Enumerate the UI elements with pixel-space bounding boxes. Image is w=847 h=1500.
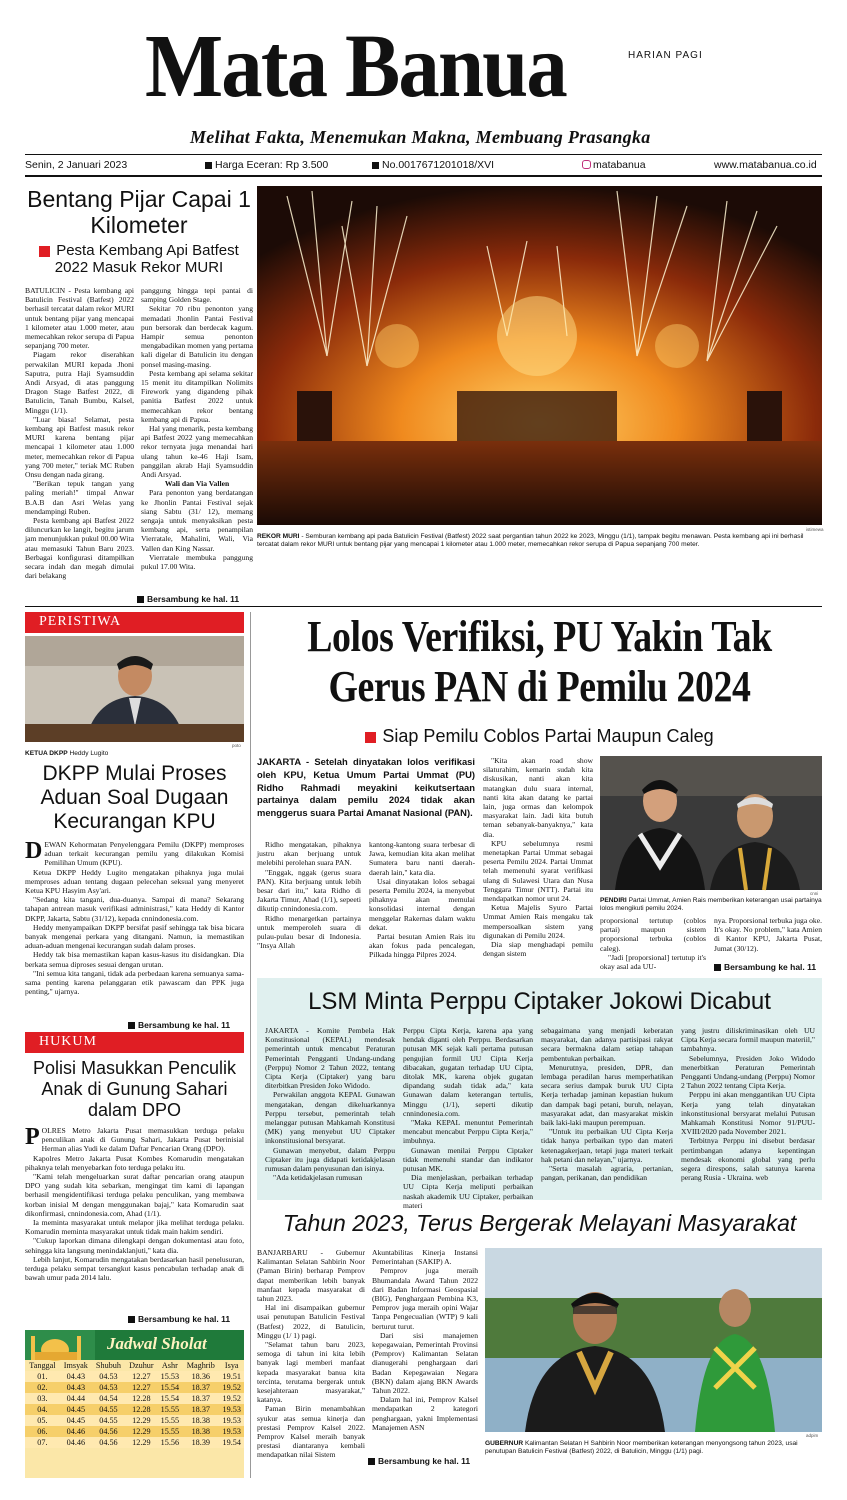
column-header: Dzuhur [129,1361,154,1370]
story2-column-3: "Kita akan road show silaturahim, kemarin sudah kita diskusikan, nanti akan kita matangkan dulu suara internal, nanti kita akan datang ke partai lain, juga ormas dan kelompok masyarakat lain. Jadi kita butuh teman sebanyak-banyaknya," kata dia. KPU sebelumnya resmi menetapkan Partai Ummat sebagai peserta Pemilu 2024. Partai Ummat telah memenuhi syarat verifikasi ulang di Sulawesi Utara dan Nusa Tenggara Timur (NTT). Partai itu mendapatkan nomor urut 24. Ketua Majelis Syuro Partai Ummat Amien Rais mengaku tak mempersoalkan sistem yang digunakan di Pemilu 2024. Dia siap menghadapi pemilu dengan sistem [483,756,593,959]
masthead-rule-top [25,154,822,155]
jadwal-header [25,1330,244,1360]
story1-headline: Bentang Pijar Capai 1 Kilometer [27,186,251,238]
story2-column-4: proporsional tertutup (coblos partai) maupun sistem proporsional terbuka (coblos caleg). "Jadi [proporsional] tertutup it's okay asal ada UU- [600,916,706,972]
website-link[interactable]: www.matabanua.co.id [714,159,817,171]
table-row: 02. 04.43 04.53 12.27 15.54 18.37 19.52 [25,1382,244,1393]
story3-headline: LSM Minta Perppu Ciptaker Jokowi Dicabut [308,988,771,1015]
amien-rais-photo [600,756,822,890]
instagram-icon [582,160,591,169]
table-row: 06. 04.46 04.56 12.29 15.55 18.38 19.53 [25,1426,244,1437]
jadwal-title: Jadwal Sholat [107,1334,207,1353]
column-header: Isya [224,1361,239,1370]
story4-column-1: BANJARBARU - Gubernur Kalimantan Selatan Sahbirin Noor (Paman Birin) berharap Pemprov dapat memberikan lebih banyak manfaat kepada masyarakat di tahun 2023. Hal ini disampaikan gubernur usai penutupan Batulicin Festival (Batfest) 2022, di Batulicin, Minggu (1/ 1) pagi. "Selamat tahun baru 2023, semoga di tahun ini kita lebih banyak lagi memberi manfaat kepada masyarakat banua kita tercinta, terutama bergerak untuk kesejahteraan masyarakat," katanya. Paman Birin menambahkan syukur atas semua kinerja dan prestasi Pemprov Kalsel 2022. Pemprov Kalsel meraih banyak prestasi diantaranya kembali mendapatkan nilai Sistem [257,1248,365,1460]
bullet-icon [128,1316,135,1323]
hukum-headline: Polisi Masukkan Penculik Anak di Gunung Sahari dalam DPO [32,1058,237,1120]
column-header: Shubuh [95,1361,121,1370]
table-row: 03. 04.44 04.54 12.28 15.54 18.37 19.52 [25,1393,244,1404]
story1-continued[interactable]: Bersambung ke hal. 11 [137,594,239,604]
story2-column-5: nya. Proporsional terbuka juga oke. It's okay. No problem," kata Amien di Kantor KPU, Jakarta Pusat, Jumat (30/12). [714,916,822,953]
gubernur-photo [485,1248,822,1432]
masthead-tagline: Melihat Fakta, Menemukan Makna, Membuang Prasangka [190,127,651,147]
bullet-icon [372,162,379,169]
dropcap: D [25,838,43,864]
amien-photo-credit: cnni [810,891,819,896]
bullet-icon [714,964,721,971]
bullet-icon [137,596,144,603]
table-header-row [25,1360,244,1371]
fireworks-illustration [257,186,822,525]
story2-column-1: Ridho mengatakan, pihaknya justru akan berjuang untuk melebihi perolehan suara PAN. "Enggak, nggak (gerus suara PAN). Kita berjuang untuk lebih besar dari itu," kata Ridho di Jakarta Timur, Ahad (1/1), sepeeti dikutip cnnindonesia.com. Ridho menargetkan partainya untuk memperoleh suara di pulau-pulau besar di Indonesia. "Insya Allah [257,840,361,951]
table-row: 07. 04.46 04.56 12.29 15.56 18.39 19.54 [25,1437,244,1448]
bullet-icon [365,732,376,743]
mosque-icon [25,1330,95,1360]
peristiwa-body: D EWAN Kehormatan Penyelenggara Pemilu (DKPP) memproses aduan terkait kecurangan pemilu yang dilakukan Komisi Pemilihan Umum (KPU). Ketua DKPP Heddy Lugito mengatakan pihaknya juga mulai memproses aduan tentang dugaan pelecehan seksual yang menyeret Ketua KPU Hasyim Asy'ari. "Sedang kita tangani, dua-duanya. Sampai di mana? Sekarang tahapan antrean masuk verifikasi administrasi," kata Heddy di Kantor DKPP, Jakarta, Sabtu (31/12), kepada cnnindonesia.com. Heddy menyampaikan DKPP bersifat pasif sehingga tak bisa bicara banyak mengenai perkara yang ditangani. Namun, ia memastikan aduan-aduan mengenai kecurangan sudah dalam proses. Heddy tak bisa memastikan kapan kasus-kasus itu disidangkan. Dia berkata semua diproses sesuai dengan urutan. "Ini semua kita tangani, tidak ada perbedaan karena semuanya sama-sama penting karena pelanggaran etik pawascam dan PPK juga penting," ujarnya. [25,838,244,997]
peristiwa-continued[interactable]: Bersambung ke hal. 11 [128,1020,230,1030]
story4-column-2: Akuntabilitas Kinerja Instansi Pemerintahan (SAKIP) A. Pemprov juga meraih Bhumandala Award Tahun 2022 dari Badan Informasi Geospasial (BIG), Penghargaan Pembina K3, Pemprov juga meraih opini Wajar Tanpa Pengecualian (WTP) 9 kali berturut turut. Dari sisi manajemen kepegawaian, Pemerintah Provinsi (Pemprov) Kalimantan Selatan dianugerahi penghargaan dari Badan Kepegawaian Negara (BKN) dalam ajang BKN Awards Tahun 2022. Dalam hal ini, Pemprov Kalsel mendapatkan 2 kategori penghargaan, yakni Implementasi Manajemen ASN [372,1248,478,1432]
story4-continued[interactable]: Bersambung ke hal. 11 [368,1456,470,1466]
section-divider [25,606,822,607]
gubernur-photo-credit: adpim [806,1433,819,1438]
issue-date: Senin, 2 Januari 2023 [25,159,128,171]
amien-rais-illustration [600,756,822,890]
lsm-box [257,978,822,1210]
gubernur-caption: GUBERNUR Kalimantan Selatan H Sahbirin Noor memberikan keterangan menyongsong tahun 2023, usai penutupan Batulicin Festival (Batfest) 2022, di Batulicin, Minggu (1/1) pagi. [485,1440,798,1455]
column-header: Tanggal [29,1361,56,1370]
table-row: 01. 04.43 04.53 12.27 15.53 18.36 19.51 [25,1371,244,1382]
table-row: 04. 04.45 04.55 12.28 15.55 18.37 19.53 [25,1404,244,1415]
column-header: Imsyak [63,1361,88,1370]
instagram-handle[interactable]: matabanua [582,159,646,171]
fireworks-photo-credit: istimewa [806,527,824,532]
story2-headline: Lolos Verifiksi, PU Yakin Tak Gerus PAN di Pemilu 2024 [307,612,772,711]
dkpp-illustration [25,636,244,742]
hukum-rubric: HUKUM [25,1032,244,1053]
story1-column-2: panggung hingga tepi pantai di samping Golden Stage. Sekitar 70 ribu penonton yang memadati Jhonlin Pantai Festival pun bersorak dan berdecak kagum. Hampir semua penonton mengabadikan momen yang pertama kali digelar di Batulicin itu dengan ponsel masing-masing. Pesta kembang api selama sekitar 15 menit itu ditampilkan Nolimits Firework yang digandeng pihak panitia Batfest 2022 untuk memecahkan rekor bentang kembang api di Papua. Hal yang menarik, pesta kembang api Batfest 2022 yang memecahkan rekor ternyata juga menandai hari ulang tahun ke-46 Haji Isam, panggilan akrab Haji Syamsuddin Andi Arsyad. Wali dan Via Vallen Para penonton yang berdatangan ke Jhonlin Pantai Festival sejak siang Sabtu (31/ 12), memang sengaja untuk menyaksikan pesta kembang api, serta penampilan Vierratale, Mahalini, Wali, Via Vallen dan King Nassar. Vierratale membuka panggung pukul 17.00 Wita. [141,286,253,572]
dropcap: P [25,1124,40,1150]
story2-continued[interactable]: Bersambung ke hal. 11 [714,962,816,972]
issue-price: Harga Eceran: Rp 3.500 [205,159,328,171]
bullet-icon [205,162,212,169]
jadwal-sholat [25,1330,244,1478]
gubernur-illustration [485,1248,822,1432]
issue-number: No.0017671201018/XVI [372,159,494,171]
jadwal-table [25,1360,244,1448]
story3-column-1: JAKARTA - Komite Pembela Hak Konstitusional (KEPAL) mendesak pemerintah untuk mencabut Peraturan Pemerintah Pengganti Undang-undang (Perppu) Nomor 2 Tahun 2022, tentang Cipta Kerja (Ciptaker) yang baru diterbitkan Presiden Joko Widodo. Perwakilan anggota KEPAL Gunawan mengatakan, dengan dikeluarkannya Perppu tersebut, pemerintah telah melanggar putusan Mahkamah Konstitusi (MK) yang menyebut UU Ciptaker inkonstitusional bersyarat. Gunawan menyebut, dalam Perppu Ciptaker itu juga didapati ketidakjelasan rumusan dalam penyusunan dan isinya. "Ada ketidakjelasan rumusan [265,1026,395,1183]
story2-subhead: Siap Pemilu Coblos Partai Maupun Caleg [257,726,822,747]
dkpp-photo [25,636,244,742]
amien-caption: PENDIRI Partai Ummat, Amien Rais memberikan keterangan usai partainya lolos mengikuti pemilu 2024. [600,897,822,912]
story1-column-1: BATULICIN - Pesta kembang api Batulicin Festival (Batfest) 2022 berhasil tercatat dalam rekor MURI untuk bentang pijar yang mencapai 1 kilometer atau 1.000 meter, atau memecahkan rekor serupa di Papua sepanjang 700 meter. Piagam rekor diserahkan perwakilan MURI kepada Jhoni Saputra, putra Haji Syamsuddin Andi Arsyad, di atas panggung Dragon Stage Batfest 2022, di Batulicin, Tanah Bumbu, Kalsel, Minggu (1/1). "Luar biasa! Selamat, pesta kembang api Batfest masuk rekor MURI karena bentang pijar mencapai 1 kilometer atau 1.000 meter, memecahkan rekor di Papua yang 700 meter," teriak MC Ruben Onsu dengan nada girang. "Berikan tepuk tangan yang paling meriah!" timpal Anwar B.A.B dan Asri Welas yang mendampingi Ruben. Pesta kembang api Batfest 2022 diluncurkan ke langit, begitu jarum jam menunjukkan pukul 00.00 Wita atau memasuki Tahun Baru 2023. Berbagai konfigurasi ditampilkan secara indah dan megah dimulai dari belakang [25,286,135,581]
dkpp-caption: KETUA DKPP Heddy Lugito [25,750,109,757]
story2-lead: JAKARTA - Setelah dinyatakan lolos verifikasi oleh KPU, Ketua Umum Partai Ummat (PU) Ridho Rahmadi meyakini keikutsertaan partainya dalam pemilu 2024 tidak akan menggerus suara Partai Amanat Nasional (PAN). [257,756,475,819]
story1-subhead: Pesta Kembang Api Batfest 2022 Masuk Rekor MURI [25,242,253,276]
peristiwa-rubric: PERISTIWA [25,612,244,633]
story3-column-2: Perppu Cipta Kerja, karena apa yang hendak diganti oleh Perppu. Berdasarkan putusan MK sejak kali pertama putusan pengujian formil UU Cipta Kerja dibacakan, gugatan terhadap UU Cipta, ditolak MK, karena objek gugatan dipandang sudah tidak ada," kata Gunawan dalam keterangan tertulis, Minggu (1/1), seperti dikutip cnnindonesia.com. "Maka KEPAL menuntut Pemerintah mencabut mencabut Perppu Cipta Kerja," imbuhnya. Gunawan menilai Perppu Ciptaker tidak memenuhi standar dan indikator putusan MK. Dia menjelaskan, perbaikan terhadap UU Cipta Kerja meliputi perbaikan naskah akademik UU Ciptaker, perbaikan materi [403,1026,533,1210]
column-header: Maghrib [186,1361,215,1370]
hukum-continued[interactable]: Bersambung ke hal. 11 [128,1314,230,1324]
bullet-icon [39,246,50,257]
story3-column-3: sebagaimana yang menjadi keberatan masyarakat, dan adanya partisipasi rakyat secara bermakna dalam setiap tahapan pembentukan perbaikan. Menurutnya, presiden, DPR, dan lembaga peradilan harus memperhatikan secara serius dampak buruk UU Cipta Kerja terhadap jaminan kepastian hukum dan dampak bagi petani, buruh, nelayan, masyarakat adat, dan masyarakat miskin baik laki-laki maupun perempuan. "Untuk itu perbaikan UU Cipta Kerja tidak hanya perbaikan typo dan materi ketenagakerjaan, tetapi juga materi terkait hak petani dan nelayan," ujarnya. "Serta masalah agraria, pertanian, pangan, perikanan, dan pendidikan [541,1026,673,1183]
masthead-rule-bottom [25,175,822,177]
story2-column-2: kantong-kantong suara terbesar di Jawa, kemudian kita akan melihat Sumatera baru nanti daerah-daerah lain," kata dia. Usai dinyatakan lolos sebagai peserta Pemilu 2024, ia menyebut pihaknya akan memulai konsolidasi internal dengan menggelar Rakernas dalam waktu dekat. Partai besutan Amien Rais itu akan fokus pada pencalegan, Pilkada hingga Pilpres 2024. [369,840,475,960]
fireworks-caption: REKOR MURI - Semburan kembang api pada Batulicin Festival (Batfest) 2022 saat pergantian tahun 2022 ke 2023, Minggu (1/1), tampak begitu menawan. Pesta kembang api ini berhasil tercatat dalam rekor MURI untuk bentang pijar yang mencapai 1 kilometer atau 1.000 meter, memecahkan rekor serupa di Papua sepanjang 700 meter. [257,533,804,548]
dkpp-photo-credit: poto [232,743,241,748]
hukum-body: P OLRES Metro Jakarta Pusat memasukkan terduga pelaku penculikan anak di Gunung Sahari, Jakarta Pusat berinisial Herman alias Yudi ke dalam Daftar Pencarian Orang (DPO). Kapolres Metro Jakarta Pusat Kombes Komarudin mengatakan pihaknya telah menyebarkan foto terduga pelaku itu. "Kami telah mengeluarkan surat daftar pencarian orang ataupun DPO yang sudah kita sebarkan, mengingat tim kami di lapangan berhasil mengidentifikasi terduga pelaku penculikan, yang membawa korban inisial M dengan menggunakan bajaj," kata Komarudin saat dikonfirmasi, cnnindonesia.com, Ahad (1/1). Ia meminta masyarakat untuk melapor jika melihat terduga pelaku. Komarudin meminta masyarakat untuk tidak main hakim sendiri. "Cukup laporkan dimana dilengkapi dengan dokumentasi atau foto, sehingga kita langsung menindaklanjuti," kata dia. Lebih lanjut, Komarudin mengatakan berdasarkan hasil penelusuran, terduga pelaku sempat tersangkut kasus pencabulan terhadap anak di bawah umur pada 2014 lalu. [25,1124,244,1283]
bullet-icon [368,1458,375,1465]
masthead [0,0,847,182]
column-header: Ashr [161,1361,178,1370]
column-rule [250,612,251,1478]
bullet-icon [128,1022,135,1029]
story4-headline: Tahun 2023, Terus Bergerak Melayani Masyarakat [282,1210,797,1236]
edition-label: HARIAN PAGI [628,50,703,61]
fireworks-photo [257,186,822,525]
masthead-title: Mata Banua [145,17,566,116]
table-row: 05. 04.45 04.55 12.29 15.55 18.38 19.53 [25,1415,244,1426]
peristiwa-headline: DKPP Mulai Proses Aduan Soal Dugaan Kecurangan KPU [40,762,229,833]
story3-column-4: yang justru diliskriminasikan oleh UU Cipta Kerja secara formil maupun materiil," tambahnya. Sebelumnya, Presiden Joko Widodo menerbitkan Peraturan Pemerintah Pengganti Undang-undang (Perppu) Nomor 2 Tahun 2022 tentang Cipta Kerja. Perppu ini akan menggantikan UU Cipta Kerja yang telah dinyatakan inkonstitusional bersyarat melalui Putusan Mahkamah Konstitusi Nomor 91/PUU-XVIII/2020 pada November 2021. Terbitnya Perppu ini disebut berdasar pertimbangan adanya kepentingan mendesak ekonomi global yang perlu segera direspons, salah satunya karena perang Rusia - Ukraina. web [681,1026,815,1183]
